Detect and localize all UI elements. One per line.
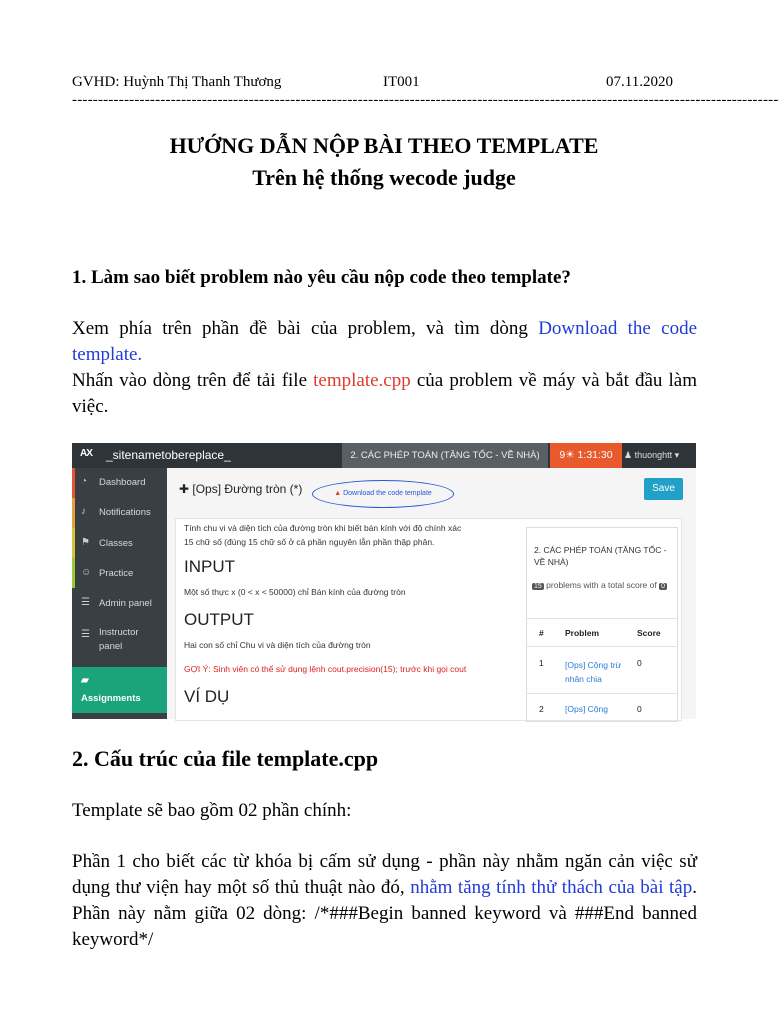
input-heading: INPUT (184, 557, 235, 576)
section-1-paragraph-2 (72, 368, 697, 420)
download-link-text: Download the code template (343, 490, 432, 497)
paragraph-text: Phần 1 cho biết các từ khóa bị cấm sử dụng - phần này nhằm ngăn cản việc sử dụng thư viện hay một số thủ thuật nào đó, (72, 851, 697, 898)
folder-icon: ▰ (81, 675, 89, 686)
caret-down-icon: ▾ (672, 450, 680, 460)
download-template-link: Download the code template. (72, 318, 698, 365)
score-badge: 0 (661, 583, 666, 590)
document-subtitle: Trên hệ thống wecode judge (252, 165, 516, 190)
section-2-paragraph-2 (72, 849, 697, 953)
assignment-title: 2. CÁC PHÉP TOÁN (TĂNG TỐC - VỀ NHÀ) (534, 545, 667, 567)
section-2-heading: 2. Cấu trúc của file template.cpp (72, 746, 379, 771)
hint-text: GỢI Ý: Sinh viên có thể sử dụng lệnh cout.precision(15); trước khi gọi cout (184, 664, 467, 674)
example-heading: VÍ DỤ (184, 687, 230, 706)
description-line-1: Tính chu vi và diện tích của đường tròn khi biết bán kính với độ chính xác (184, 523, 462, 533)
problem-count-badge: 15 (534, 583, 542, 590)
table-header-num: # (539, 628, 544, 638)
table-divider (527, 618, 677, 619)
table-header-score: Score (637, 628, 661, 638)
paragraph-text: . Phần này nằm giữa 02 dòng: /*###Begin banned keyword và ###End banned keyword*/ (72, 877, 697, 950)
timer-badge: 9☀ 1:31:30 (550, 443, 622, 468)
problem-link: [Ops] Cộng (565, 704, 608, 714)
problems-summary (532, 578, 672, 594)
sliders-icon: ☰ (81, 629, 90, 640)
user-menu (624, 443, 694, 468)
problem-panel (175, 518, 682, 721)
paragraph-text: Xem phía trên phần đề bài của problem, và tìm dòng (72, 318, 539, 339)
sidebar-item-label: Practice (99, 568, 134, 579)
sidebar-item-dashboard (72, 468, 167, 498)
row-score: 0 (637, 658, 642, 668)
highlighted-text: nhằm tăng tính thử thách của bài tập (410, 877, 693, 898)
embedded-screenshot (72, 443, 696, 719)
sidebar-item-label: Admin panel (99, 598, 152, 609)
row-score: 0 (637, 704, 642, 714)
user-icon: ♟ (624, 450, 635, 460)
problem-title-text: [Ops] Đường tròn (*) (192, 482, 303, 496)
save-button: Save (644, 478, 683, 500)
document-title: HƯỚNG DẪN NỘP BÀI THEO TEMPLATE (169, 133, 599, 158)
classes-icon: ⚑ (81, 537, 90, 548)
bell-icon: ♪ (81, 506, 86, 517)
sidebar-item-classes (72, 529, 167, 559)
sidebar-item-assignments (72, 667, 167, 713)
sidebar-item-practice (72, 559, 167, 589)
assignment-summary-box (526, 527, 678, 722)
sidebar-item-notifications (72, 498, 167, 528)
header-divider: ---------------------------------------------------------------------------------------------------------------------------------------- (72, 92, 779, 108)
document-date: 07.11.2020 (606, 74, 673, 90)
description-line-2: 15 chữ số (đúng 15 chữ số ở cả phần nguyên lẫn phần thập phân. (184, 537, 435, 547)
sidebar-item-label: Assignments (81, 693, 141, 704)
section-2-paragraph-1: Template sẽ bao gồm 02 phần chính: (72, 800, 352, 821)
problems-summary-text: problems with a total score of (546, 580, 657, 590)
problem-link: [Ops] Cộng trừ nhân chia (565, 660, 622, 684)
site-name: _sitenametobereplace_ (106, 448, 231, 462)
dashboard-icon: ◔ (81, 476, 88, 487)
problem-content (167, 468, 696, 719)
row-number: 1 (539, 658, 544, 668)
sidebar-item-label: Dashboard (99, 477, 146, 488)
download-template-button (312, 480, 454, 508)
assignment-tab: 2. CÁC PHÉP TOÁN (TĂNG TỐC - VỀ NHÀ) (342, 443, 548, 468)
input-description: Một số thực x (0 < x < 50000) chỉ Bán kính của đường tròn (184, 587, 406, 597)
table-header-problem: Problem (565, 628, 600, 638)
sidebar-item-instructor-panel (72, 621, 167, 661)
section-1-heading: 1. Làm sao biết problem nào yêu cầu nộp code theo template? (72, 267, 571, 288)
sidebar-item-admin-panel (72, 589, 167, 619)
paragraph-text: của problem về máy và bắt đầu làm việc. (72, 370, 697, 417)
sidebar-item-label: Instructor panel (99, 627, 139, 652)
row-number: 2 (539, 704, 544, 714)
output-description: Hai con số chỉ Chu vi và diện tích của đường tròn (184, 640, 371, 650)
practice-icon: ☺ (81, 567, 92, 578)
template-filename: template.cpp (313, 370, 411, 391)
course-code: IT001 (383, 74, 420, 90)
problem-title (179, 482, 302, 496)
section-1-paragraph-1 (72, 316, 697, 368)
site-logo: AX (80, 448, 92, 459)
table-divider (527, 693, 677, 694)
paragraph-text: Nhấn vào dòng trên để tải file (72, 370, 314, 391)
output-heading: OUTPUT (184, 610, 254, 629)
sidebar-item-label: Notifications (99, 507, 151, 518)
top-navbar (72, 443, 696, 468)
username: thuonghtt (634, 450, 673, 460)
table-divider (527, 646, 677, 647)
sidebar (72, 468, 167, 719)
advisor-name: GVHD: Huỳnh Thị Thanh Thương (72, 74, 282, 90)
sidebar-item-label: Classes (99, 538, 133, 549)
download-icon: ▲ (334, 490, 344, 497)
sliders-icon: ☰ (81, 597, 90, 608)
puzzle-icon: ✚ (179, 482, 193, 496)
